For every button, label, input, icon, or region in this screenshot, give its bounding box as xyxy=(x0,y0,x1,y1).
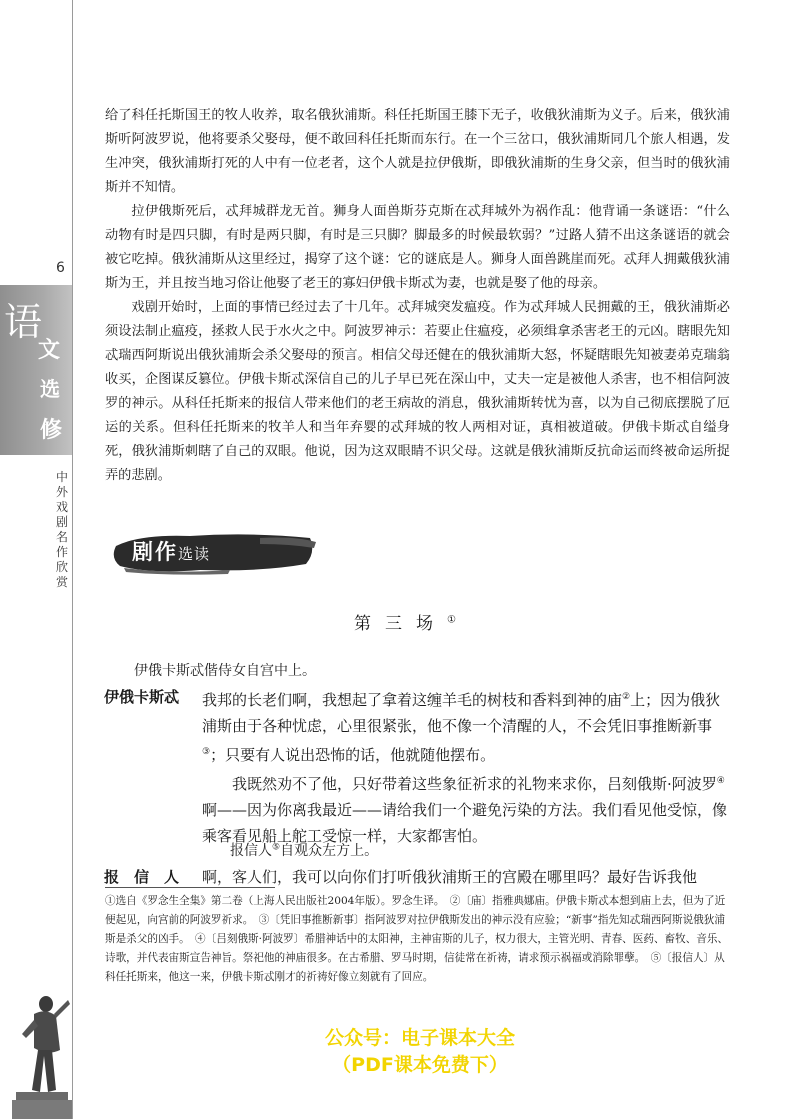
speech-text: 啊，客人们，我可以向你们打听俄狄浦斯王的宫殿在哪里吗？最好告诉我他 xyxy=(202,868,698,886)
margin-rule xyxy=(72,0,73,1119)
speech-segment: 啊——因为你离我最近——请给我们一个避免污染的方法。我们看见他受惊，像乘客看见船上舵工受惊一样，大家都害怕。 xyxy=(202,801,728,845)
side-subtitle-char: 欣 xyxy=(55,560,68,574)
footnote-marker: ② xyxy=(622,692,631,702)
intro-paragraph: 拉伊俄斯死后，忒拜城群龙无首。狮身人面兽斯芬克斯在忒拜城外为祸作乱：他背诵一条谜语：“什么动物有时是四只脚，有时是两只脚，有时是三只脚？脚最多的时候最软弱？”过路人猜不出这条谜语的就会被它吃掉。俄狄浦斯从这里经过，揭穿了这个谜：它的谜底是人。狮身人面兽跳崖而死。忒拜人拥戴俄狄浦斯为王，并且按当地习俗让他娶了老王的寡妇伊俄卡斯忒为妻，也就是娶了他的母亲。 xyxy=(105,204,730,291)
speech-segment: ；只要有人说出恐怖的话，他就随他摆布。 xyxy=(210,746,496,764)
footnote-marker: ⑤ xyxy=(272,842,281,853)
intro-paragraph: 戏剧开始时，上面的事情已经过去了十几年。忒拜城突发瘟疫。作为忒拜城人民拥戴的王，俄狄浦斯必须设法制止瘟疫，拯救人民于水火之中。阿波罗神示：若要止住瘟疫，必须缉拿杀害老王的元凶。瞎眼先知忒瑞西阿斯说出俄狄浦斯会杀父娶母的预言。相信父母还健在的俄狄浦斯大怒，怀疑瞎眼先知被妻弟克瑞翁收买，企图谋反篡位。伊俄卡斯忒深信自己的儿子早已死在深山中，丈夫一定是被他人杀害，也不相信阿波罗的神示。从科任托斯来的报信人带来他们的老王病故的消息，俄狄浦斯转忧为喜，以为自己彻底摆脱了厄运的关系。但科任托斯来的牧羊人和当年弃婴的忒拜城的牧人两相对证，真相被道破。伊俄卡斯忒自缢身死，俄狄浦斯刺瞎了自己的双眼。他说，因为这双眼睛不识父母。这就是俄狄浦斯反抗命运而终被命运所捉弄的悲剧。 xyxy=(105,300,730,483)
side-subtitle-char: 剧 xyxy=(55,515,68,529)
section-banner-sub: 选读 xyxy=(178,545,211,563)
section-banner-main: 剧作 xyxy=(132,539,178,564)
side-subtitle-char: 戏 xyxy=(55,500,68,514)
watermark-line: （PDF课本免费下） xyxy=(332,1054,508,1076)
speech-paragraph xyxy=(202,684,730,768)
scene-title xyxy=(354,609,456,634)
intro-paragraph: 给了科任托斯国王的牧人收养，取名俄狄浦斯。科任托斯国王膝下无子，收俄狄浦斯为义子。后来，俄狄浦斯听阿波罗说，他将要杀父娶母，便不敢回科任托斯而东行。在一个三岔口，俄狄浦斯同几个旅人相遇，发生冲突，俄狄浦斯打死的人中有一位老者，这个人就是拉伊俄斯，即俄狄浦斯的生身父亲，但当时的俄狄浦斯并不知情。 xyxy=(105,108,730,195)
footnote-divider xyxy=(105,887,275,888)
watermark xyxy=(300,1025,540,1079)
speaker-name: 伊俄卡斯忒 xyxy=(104,688,180,706)
side-tab-char: 语 xyxy=(4,300,43,344)
side-subtitle-char: 中 xyxy=(55,470,68,484)
speaker-name: 报 信 人 xyxy=(104,868,180,886)
page-number: 6 xyxy=(56,260,65,276)
side-subtitle-char: 名 xyxy=(55,530,68,544)
side-subtitle-char: 作 xyxy=(55,545,68,559)
side-subtitle xyxy=(54,470,70,590)
watermark-line: 公众号：电子课本大全 xyxy=(324,1027,515,1049)
intro-text xyxy=(105,104,730,488)
side-tab xyxy=(0,285,72,455)
footnote-marker: ③ xyxy=(202,747,211,757)
speech-text xyxy=(202,684,730,849)
speech-paragraph xyxy=(202,768,730,849)
stage-direction-segment: 报信人 xyxy=(230,843,272,859)
speech-segment: 我邦的长老们啊，我想起了拿着这缠羊毛的树枝和香料到神的庙 xyxy=(202,691,623,709)
statue-illustration xyxy=(12,990,72,1119)
side-subtitle-char: 赏 xyxy=(55,575,68,589)
footnote-marker: ④ xyxy=(716,776,725,786)
speech-segment: 我既然劝不了他，只好带着这些象征祈求的礼物来求你，吕刻俄斯·阿波罗 xyxy=(232,775,717,793)
speech-segment: 上；因为俄狄浦斯由于各种忧虑，心里很紧张，他不像一个清醒的人，不会凭旧事推断新事 xyxy=(202,691,721,735)
stage-direction: 伊俄卡斯忒偕侍女自宫中上。 xyxy=(134,663,316,679)
footnote-marker: ① xyxy=(447,614,456,626)
stage-direction-segment: 自观众左方上。 xyxy=(280,843,379,859)
stage-direction xyxy=(230,840,378,860)
scene-title-text: 第三场 xyxy=(354,614,447,634)
side-tab-char: 选 xyxy=(40,377,60,401)
side-subtitle-char: 外 xyxy=(55,485,68,499)
section-banner-title xyxy=(132,536,210,566)
side-tab-char: 文 xyxy=(38,337,61,363)
footnotes: ①选自《罗念生全集》第二卷（上海人民出版社2004年版）。罗念生译。 ②〔庙〕指雅典娜庙。伊俄卡斯忒本想到庙上去，但为了近便起见，向宫前的阿波罗祈求。 ③〔凭旧事推断新事〕指阿波罗对拉伊俄斯发出的神示没有应验；“新事”指先知忒瑞西阿斯说俄狄浦斯是杀父的凶手。 ④〔吕刻俄斯·阿波罗〕希腊神话中的太阳神，主神宙斯的儿子，权力很大，主管光明、青春、医药、畜牧、音乐、诗歌，并代表宙斯宣告神旨。祭祀他的神庙很多。在古希腊、罗马时期，信徒常在祈祷，请求预示祸福或消除罪孽。 ⑤〔报信人〕从科任托斯来，他这一来，伊俄卡斯忒刚才的祈祷好像立刻就有了回应。 xyxy=(105,895,729,983)
side-tab-char: 修 xyxy=(40,417,63,443)
